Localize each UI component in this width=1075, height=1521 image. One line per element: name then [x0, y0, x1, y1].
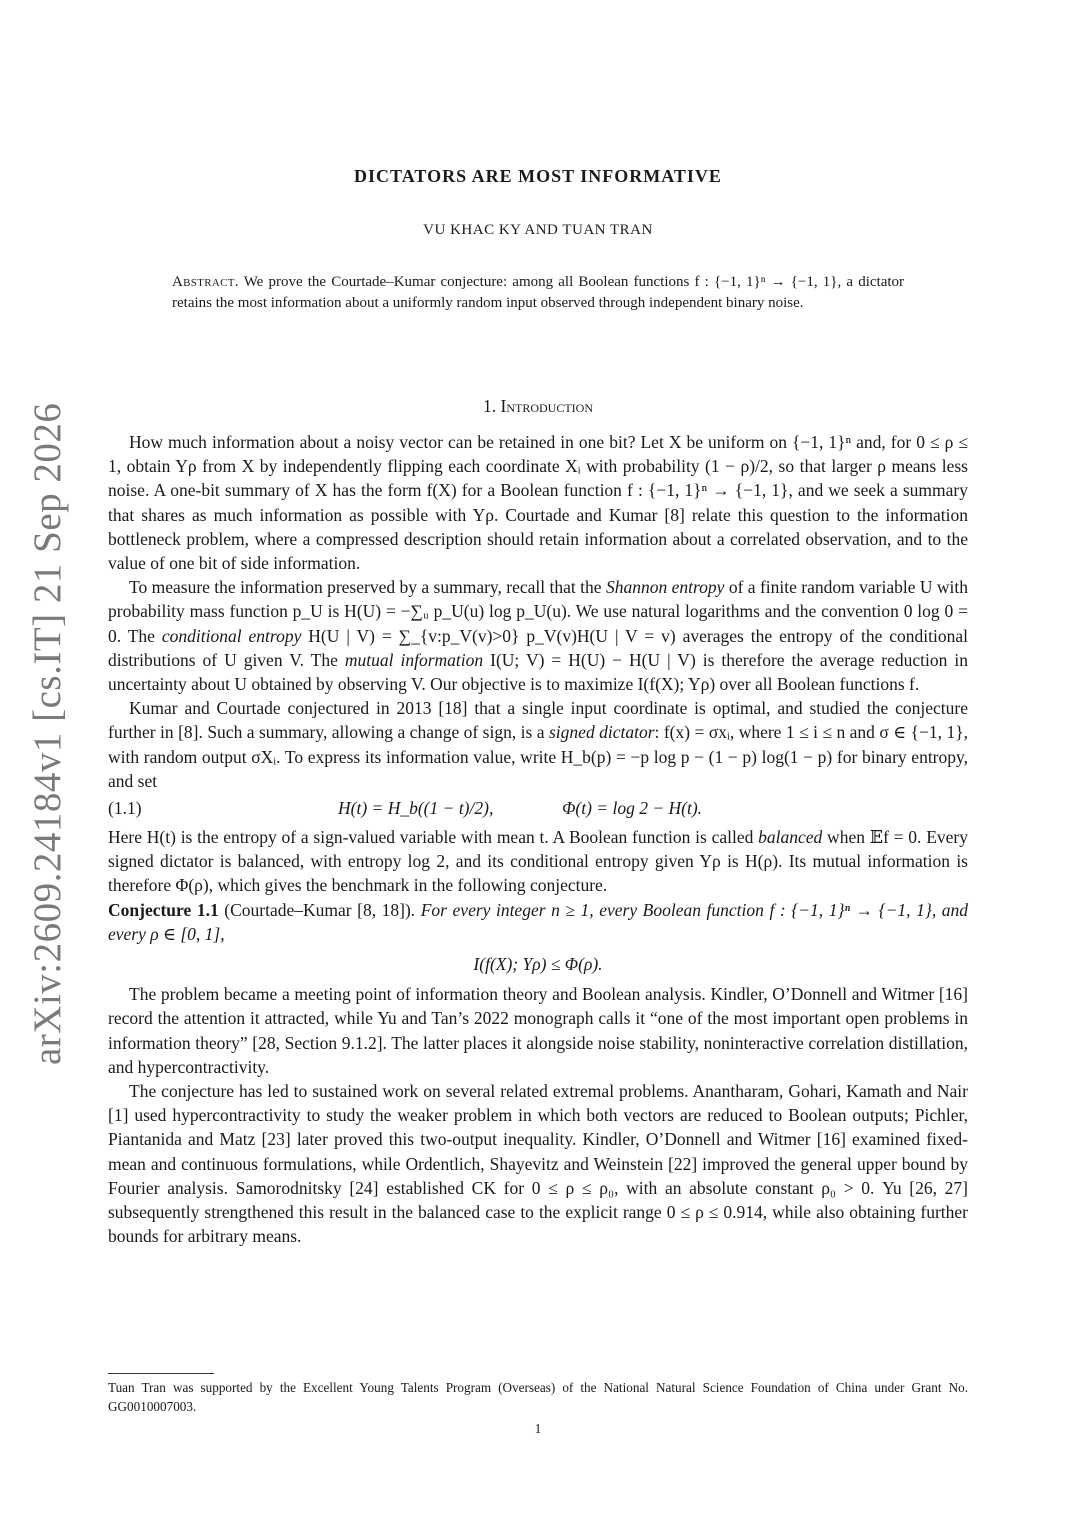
footnote: Tuan Tran was supported by the Excellent Young Talents Program (Overseas) of the National Natural Science Foundation of China under Grant No. GG0010007003.: [108, 1380, 968, 1414]
equation-left: H(t) = H_b((1 − t)/2),: [338, 797, 494, 818]
paper-title: DICTATORS ARE MOST INFORMATIVE: [354, 166, 722, 186]
p4-part-b: when 𝔼f = 0. Every signed dictator is balanced, with entropy log 2, and its conditional entropy given Yρ is H(ρ). Its mutual information is therefore Φ(ρ), which gives the benchmark in the following conjecture.: [108, 827, 968, 896]
paragraph-6: The conjecture has led to sustained work on several related extremal problems. Anantharam, Gohari, Kamath and Nair [1] used hypercontractivity to study the weaker problem in which both vectors are reduced to Boolean outputs; Pichler, Piantanida and Matz [23] later proved this two-output inequality. Kindler, O’Donnell and Witmer [16] examined fixed-mean and continuous formulations, while Ordentlich, Shayevitz and Weinstein [22] improved the general upper bound by Fourier analysis. Samorodnitsky [24] established CK for 0 ≤ ρ ≤ ρ₀, with an absolute constant ρ₀ > 0. Yu [26, 27] subsequently strengthened this result in the balanced case to the explicit range 0 ≤ ρ ≤ 0.914, while also obtaining further bounds for arbitrary means.: [108, 1081, 968, 1247]
abstract-text: We prove the Courtade–Kumar conjecture: among all Boolean functions f : {−1, 1}ⁿ → {−1, 1}, a dictator retains the most information about a uniformly random input observed through independent binary noise.: [172, 274, 905, 311]
equation-1-1: [108, 796, 968, 820]
section-number: 1.: [483, 396, 497, 416]
p3-part-a: Kumar and Courtade conjectured in 2013 [18] that a single input coordinate is optimal, and studied the conjecture further in [8]. Such a summary, allowing a change of sign, is a: [108, 698, 968, 743]
p2-part-d: I(U; V) = H(U) − H(U | V) is therefore the average reduction in uncertainty about U obtained by observing V. Our objective is to maximize I(f(X); Yρ) over all Boolean functions f.: [108, 649, 968, 695]
footnote-rule: [108, 1373, 214, 1374]
conjecture-equation: I(f(X); Yρ) ≤ Φ(ρ).: [473, 954, 603, 975]
paragraph-3: [108, 696, 968, 793]
abstract: [172, 272, 904, 314]
paragraph-2: [108, 575, 968, 696]
p2-part-a: To measure the information preserved by a summary, recall that the: [129, 577, 606, 598]
conjecture-statement: For every integer n ≥ 1, every Boolean function f : {−1, 1}ⁿ → {−1, 1}, and every ρ ∈ [0, 1],: [108, 899, 969, 944]
abstract-label: Abstract.: [172, 274, 239, 290]
body-text: [108, 430, 968, 1249]
paper-authors: VU KHAC KY AND TUAN TRAN: [423, 222, 653, 238]
conjecture-label: Conjecture 1.1: [108, 899, 219, 920]
section-heading: [108, 396, 968, 417]
equation-label: (1.1): [108, 797, 142, 818]
arxiv-stamp: arXiv:2609.24184v1 [cs.IT] 21 Sep 2026: [26, 402, 69, 1065]
term-conditional-entropy: conditional entropy: [161, 625, 302, 646]
term-shannon-entropy: Shannon entropy: [605, 577, 725, 598]
paragraph-1: How much information about a noisy vector can be retained in one bit? Let X be uniform on {−1, 1}ⁿ and, for 0 ≤ ρ ≤ 1, obtain Yρ from X by independently flipping each coordinate Xᵢ with probability (1 − ρ)/2, so that larger ρ means less noise. A one-bit summary of X has the form f(X) for a Boolean function f : {−1, 1}ⁿ → {−1, 1}, and we seek a summary that shares as much information as possible with Yρ. Courtade and Kumar [8] relate this question to the information bottleneck problem, where a compressed description should retain information about a correlated observation, and to the value of one bit of side information.: [108, 432, 968, 574]
section-title: Introduction: [500, 396, 593, 416]
equation-right: Φ(t) = log 2 − H(t).: [562, 797, 703, 818]
term-balanced: balanced: [758, 827, 823, 848]
paragraph-4: [108, 825, 968, 898]
term-signed-dictator: signed dictator: [549, 722, 655, 743]
conjecture-1-1: [108, 898, 968, 946]
p3-part-b: : f(x) = σxᵢ, where 1 ≤ i ≤ n and σ ∈ {−1, 1}, with random output σXᵢ. To express its information value, write H_b(p) = −p log p − (1 − p) log(1 − p) for binary entropy, and set: [108, 722, 968, 791]
p2-part-b: of a finite random variable U with probability mass function p_U is H(U) = −∑ᵤ p_U(u) log p_U(u). We use natural logarithms and the convention 0 log 0 = 0. The: [108, 577, 968, 646]
p2-part-c: H(U | V) = ∑_{v:p_V(v)>0} p_V(v)H(U | V = v) averages the entropy of the conditional distributions of U given V. The: [108, 625, 969, 670]
term-mutual-information: mutual information: [344, 649, 484, 670]
page-number: 1: [534, 1421, 542, 1436]
p4-part-a: Here H(t) is the entropy of a sign-valued variable with mean t. A Boolean function is called: [108, 827, 759, 848]
conjecture-citation: (Courtade–Kumar [8, 18]).: [218, 899, 416, 920]
paragraph-5: The problem became a meeting point of information theory and Boolean analysis. Kindler, O’Donnell and Witmer [16] record the attention it attracted, while Yu and Tan’s 2022 monograph calls it “one of the most important open problems in information theory” [28, Section 9.1.2]. The latter places it alongside noise stability, noninteractive correlation distillation, and hypercontractivity.: [108, 984, 968, 1077]
